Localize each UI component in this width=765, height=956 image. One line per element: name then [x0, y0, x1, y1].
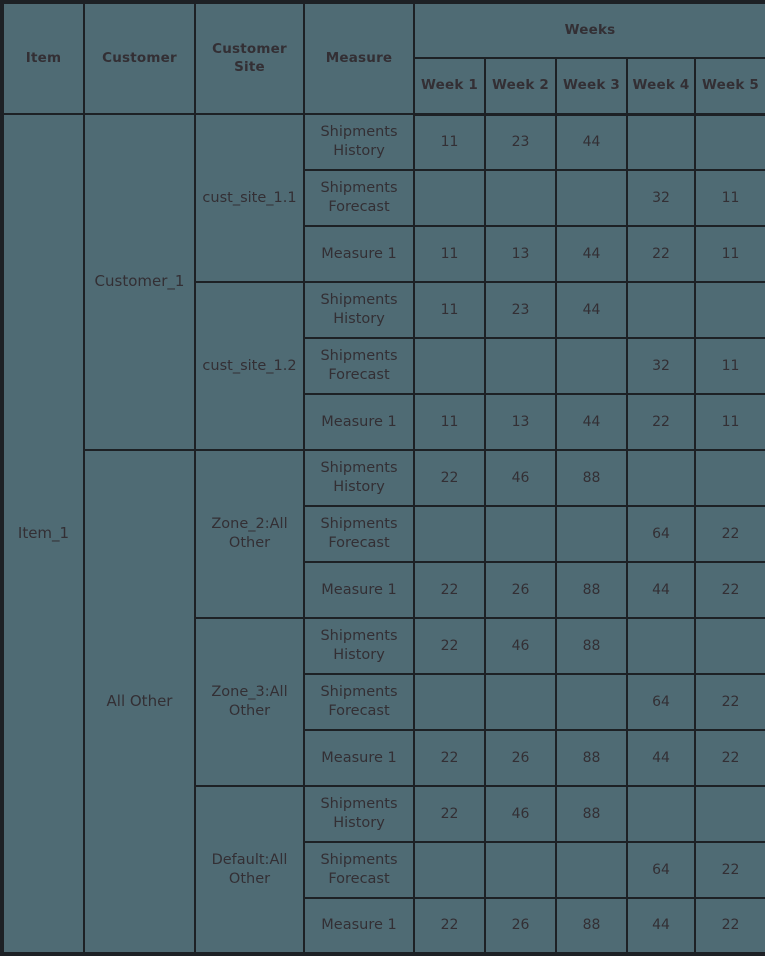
value-cell: 64: [627, 674, 695, 730]
value-cell: 32: [627, 170, 695, 226]
value-cell: 44: [556, 282, 627, 338]
value-cell: 13: [485, 226, 556, 282]
value-cell: [414, 170, 485, 226]
value-cell: 11: [414, 226, 485, 282]
value-cell: [556, 506, 627, 562]
value-cell: 44: [556, 226, 627, 282]
header-row-top: [2, 2, 765, 58]
value-cell: 22: [414, 898, 485, 954]
value-cell: 22: [414, 450, 485, 506]
value-cell: 26: [485, 898, 556, 954]
value-cell: [485, 842, 556, 898]
value-cell: 32: [627, 338, 695, 394]
week-5-header: Week 5: [695, 58, 765, 114]
measure-cell: Shipments History: [304, 282, 414, 338]
value-cell: 11: [695, 338, 765, 394]
value-cell: [627, 618, 695, 674]
week-4-header: Week 4: [627, 58, 695, 114]
customer-site-cell: Zone_3:All Other: [195, 618, 304, 786]
value-cell: 46: [485, 450, 556, 506]
measure-cell: Shipments History: [304, 786, 414, 842]
value-cell: [485, 338, 556, 394]
value-cell: 88: [556, 730, 627, 786]
value-cell: 22: [695, 506, 765, 562]
customer-site-cell: Default:All Other: [195, 786, 304, 954]
value-cell: 88: [556, 618, 627, 674]
value-cell: 44: [627, 898, 695, 954]
value-cell: [627, 450, 695, 506]
value-cell: [627, 282, 695, 338]
measure-cell: Measure 1: [304, 898, 414, 954]
customer-site-cell: cust_site_1.1: [195, 114, 304, 282]
week-3-header: Week 3: [556, 58, 627, 114]
value-cell: 88: [556, 450, 627, 506]
item-column-header: Item: [2, 2, 84, 114]
value-cell: 44: [556, 394, 627, 450]
measure-column-header: Measure: [304, 2, 414, 114]
table-row: [2, 114, 765, 170]
grid-body: [2, 114, 765, 954]
value-cell: 22: [695, 730, 765, 786]
value-cell: [485, 506, 556, 562]
table-row: [2, 450, 765, 506]
measure-cell: Measure 1: [304, 730, 414, 786]
value-cell: 13: [485, 394, 556, 450]
value-cell: 22: [414, 786, 485, 842]
measure-cell: Measure 1: [304, 226, 414, 282]
customer-column-header: Customer: [84, 2, 195, 114]
measure-cell: Shipments History: [304, 450, 414, 506]
value-cell: 88: [556, 898, 627, 954]
value-cell: [695, 282, 765, 338]
value-cell: 44: [556, 114, 627, 170]
value-cell: 11: [414, 282, 485, 338]
item-cell: Item_1: [2, 114, 84, 954]
value-cell: [485, 674, 556, 730]
value-cell: [695, 786, 765, 842]
value-cell: 22: [414, 562, 485, 618]
value-cell: [627, 114, 695, 170]
grid-header: [2, 2, 765, 114]
value-cell: [414, 842, 485, 898]
value-cell: 64: [627, 506, 695, 562]
value-cell: [414, 338, 485, 394]
value-cell: 11: [695, 170, 765, 226]
value-cell: 44: [627, 730, 695, 786]
customer-site-cell: Zone_2:All Other: [195, 450, 304, 618]
value-cell: [485, 170, 556, 226]
customer-cell: All Other: [84, 450, 195, 954]
value-cell: [627, 786, 695, 842]
value-cell: 44: [627, 562, 695, 618]
value-cell: 46: [485, 618, 556, 674]
value-cell: [556, 674, 627, 730]
value-cell: 64: [627, 842, 695, 898]
value-cell: 46: [485, 786, 556, 842]
customer-site-column-header: Customer Site: [195, 2, 304, 114]
value-cell: 23: [485, 282, 556, 338]
customer-cell: Customer_1: [84, 114, 195, 450]
measure-cell: Shipments History: [304, 618, 414, 674]
value-cell: [414, 506, 485, 562]
value-cell: 22: [695, 898, 765, 954]
value-cell: 11: [695, 394, 765, 450]
value-cell: [556, 842, 627, 898]
value-cell: 11: [414, 114, 485, 170]
value-cell: [556, 170, 627, 226]
value-cell: [695, 618, 765, 674]
measure-cell: Shipments History: [304, 114, 414, 170]
value-cell: 26: [485, 562, 556, 618]
measure-cell: Shipments Forecast: [304, 506, 414, 562]
weeks-group-header: Weeks: [414, 2, 765, 58]
value-cell: 88: [556, 786, 627, 842]
measure-cell: Shipments Forecast: [304, 842, 414, 898]
value-cell: 88: [556, 562, 627, 618]
measure-cell: Shipments Forecast: [304, 170, 414, 226]
value-cell: 22: [695, 674, 765, 730]
week-2-header: Week 2: [485, 58, 556, 114]
measure-cell: Measure 1: [304, 394, 414, 450]
value-cell: 23: [485, 114, 556, 170]
value-cell: 22: [695, 562, 765, 618]
measure-cell: Shipments Forecast: [304, 674, 414, 730]
value-cell: [695, 114, 765, 170]
value-cell: [556, 338, 627, 394]
value-cell: 22: [627, 394, 695, 450]
value-cell: [695, 450, 765, 506]
value-cell: 11: [414, 394, 485, 450]
value-cell: 22: [414, 730, 485, 786]
measure-cell: Measure 1: [304, 562, 414, 618]
measure-cell: Shipments Forecast: [304, 338, 414, 394]
value-cell: 22: [695, 842, 765, 898]
value-cell: 11: [695, 226, 765, 282]
value-cell: 22: [627, 226, 695, 282]
value-cell: 26: [485, 730, 556, 786]
week-1-header: Week 1: [414, 58, 485, 114]
customer-site-cell: cust_site_1.2: [195, 282, 304, 450]
value-cell: 22: [414, 618, 485, 674]
value-cell: [414, 674, 485, 730]
